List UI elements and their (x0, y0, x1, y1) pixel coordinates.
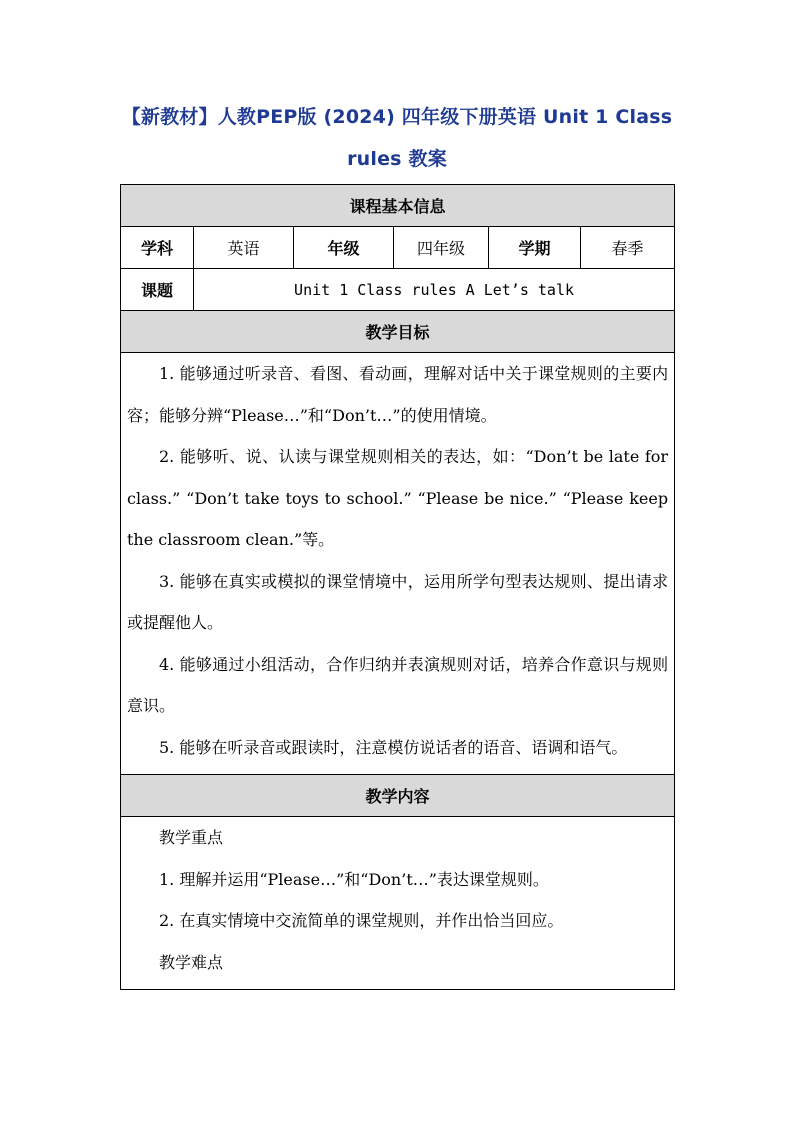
grade-value: 四年级 (394, 227, 489, 269)
basic-info-header: 课程基本信息 (121, 185, 675, 227)
difficult-points-label: 教学难点 (159, 952, 224, 972)
content-cell (121, 817, 675, 990)
objective-item: 2. 能够听、说、认读与课堂规则相关的表达，如：“Don’t be late for class.” “Don’t take toys to school.” “Please be nice.” “Please keep the classroom clean.”等。 (127, 447, 669, 549)
topic-value: Unit 1 Class rules A Let’s talk (194, 269, 675, 311)
term-value: 春季 (581, 227, 675, 269)
document-title (120, 96, 674, 180)
term-label: 学期 (489, 227, 581, 269)
subject-value: 英语 (194, 227, 294, 269)
grade-label: 年级 (294, 227, 394, 269)
title-line-2: rules 教案 (347, 148, 447, 170)
objectives-cell (121, 353, 675, 775)
key-point-item: 1. 理解并运用“Please…”和“Don’t…”表达课堂规则。 (159, 869, 549, 889)
key-points-label: 教学重点 (159, 828, 224, 847)
key-point-item: 2. 在真实情境中交流简单的课堂规则，并作出恰当回应。 (159, 911, 564, 930)
objective-item: 4. 能够通过小组活动，合作归纳并表演规则对话，培养合作意识与规则意识。 (127, 654, 669, 715)
title-line-1: 【新教材】人教PEP版 (2024) 四年级下册英语 Unit 1 Class (121, 106, 673, 128)
objective-item: 5. 能够在听录音或跟读时，注意模仿说话者的语音、语调和语气。 (159, 737, 628, 757)
content-header: 教学内容 (121, 775, 675, 817)
objective-item: 1. 能够通过听录音、看图、看动画，理解对话中关于课堂规则的主要内容；能够分辨“Please…”和“Don’t…”的使用情境。 (127, 364, 669, 425)
subject-label: 学科 (121, 227, 194, 269)
objective-item: 3. 能够在真实或模拟的课堂情境中，运用所学句型表达规则、提出请求或提醒他人。 (127, 571, 669, 632)
lesson-plan-table (120, 184, 675, 990)
topic-label: 课题 (121, 269, 194, 311)
objectives-header: 教学目标 (121, 311, 675, 353)
